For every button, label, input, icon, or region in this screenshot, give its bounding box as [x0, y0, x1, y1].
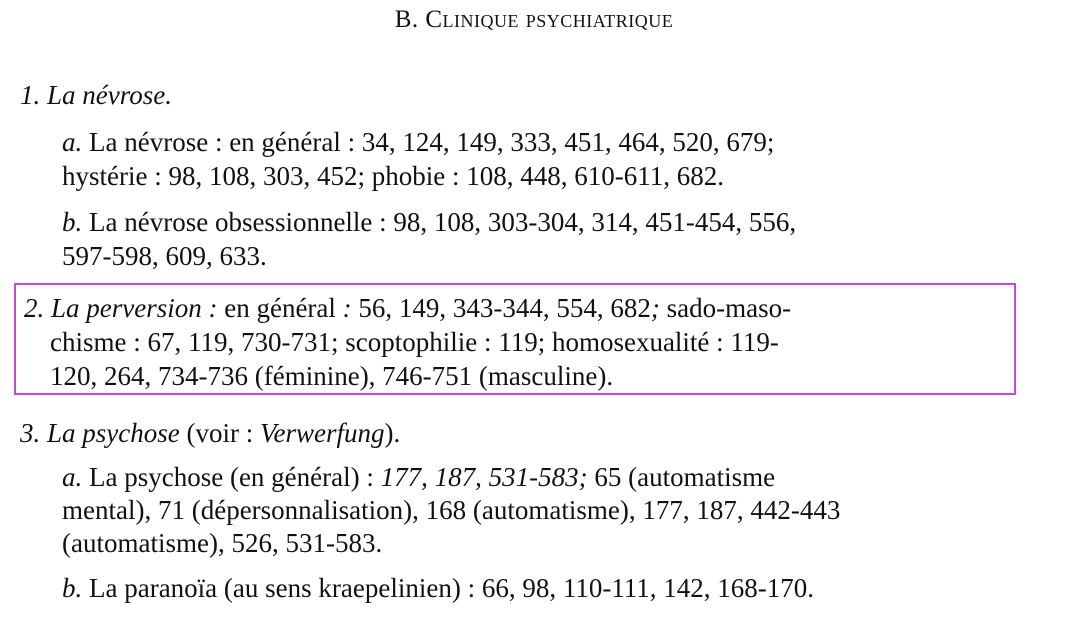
item-3b-text: La paranoïa (au sens kraepelinien) : 66, 98, 110-111, 142, 168-170. — [89, 573, 815, 603]
highlight-box — [14, 283, 1016, 395]
section-2-line-1 — [24, 295, 791, 322]
item-3a-text-a: La psychose (en général) : — [89, 462, 374, 492]
section-2-text-2: chisme : 67, 119, 730-731; scoptophilie : 119; homosexualité : 119- — [50, 327, 779, 357]
item-3a-line-1 — [62, 464, 775, 491]
item-3a-letter: a. — [62, 462, 83, 492]
item-3a-line-3 — [62, 530, 382, 557]
item-3a-line-2 — [62, 497, 840, 524]
section-2-text-3: 120, 264, 734-736 (féminine), 746-751 (masculine). — [50, 361, 614, 391]
heading-title: Clinique psychiatrique — [425, 6, 674, 33]
item-3b-line — [62, 575, 814, 602]
section-2-number: 2. — [24, 293, 45, 323]
section-1-number: 1. — [20, 80, 41, 110]
item-1a-text-2: hystérie : 98, 108, 303, 452; phobie : 108, 448, 610-611, 682. — [62, 161, 724, 191]
item-1b-text-1: La névrose obsessionnelle : 98, 108, 303-304, 314, 451-454, 556, — [89, 207, 797, 237]
item-1a-letter: a. — [62, 127, 83, 157]
section-3-number: 3. — [20, 418, 41, 448]
item-3a-text-3: (automatisme), 526, 531-583. — [62, 528, 383, 558]
item-1b-letter: b. — [62, 207, 83, 237]
section-2-text-b: 56, 149, 343-344, 554, 682 — [358, 293, 651, 323]
section-1-title-line — [20, 82, 172, 109]
section-3-paren-close: ). — [384, 418, 401, 448]
section-heading — [0, 6, 1068, 34]
section-2-title: La perversion : — [51, 293, 218, 323]
item-3a-text-2: mental), 71 (dépersonnalisation), 168 (automatisme), 177, 187, 442-443 — [62, 495, 841, 525]
item-1b-line-2 — [62, 243, 267, 270]
item-3a-text-c: 65 (automatisme — [594, 462, 776, 492]
section-2-text-a: en général — [224, 293, 336, 323]
item-3a-text-b: 177, 187, 531-583; — [380, 462, 588, 492]
item-1b-text-2: 597-598, 609, 633. — [62, 241, 267, 271]
section-3-ref: Verwerfung — [259, 418, 385, 448]
section-3-paren-open: (voir : — [186, 418, 254, 448]
item-1b-line-1 — [62, 209, 796, 236]
heading-prefix: B. — [394, 6, 419, 33]
item-3b-letter: b. — [62, 573, 83, 603]
section-2-line-2 — [50, 329, 779, 356]
section-3-title-line — [20, 420, 400, 447]
section-2-line-3 — [50, 363, 613, 390]
section-3-title: La psychose — [47, 418, 180, 448]
item-1a-line-2 — [62, 163, 724, 190]
section-2-colon: : — [342, 293, 352, 323]
item-1a-text-1: La névrose : en général : 34, 124, 149, 333, 451, 464, 520, 679; — [89, 127, 775, 157]
item-1a-line-1 — [62, 129, 774, 156]
section-2-semicolon: ; — [650, 293, 660, 323]
section-1-title: La névrose. — [47, 80, 172, 110]
section-2-text-c: sado-maso- — [666, 293, 792, 323]
